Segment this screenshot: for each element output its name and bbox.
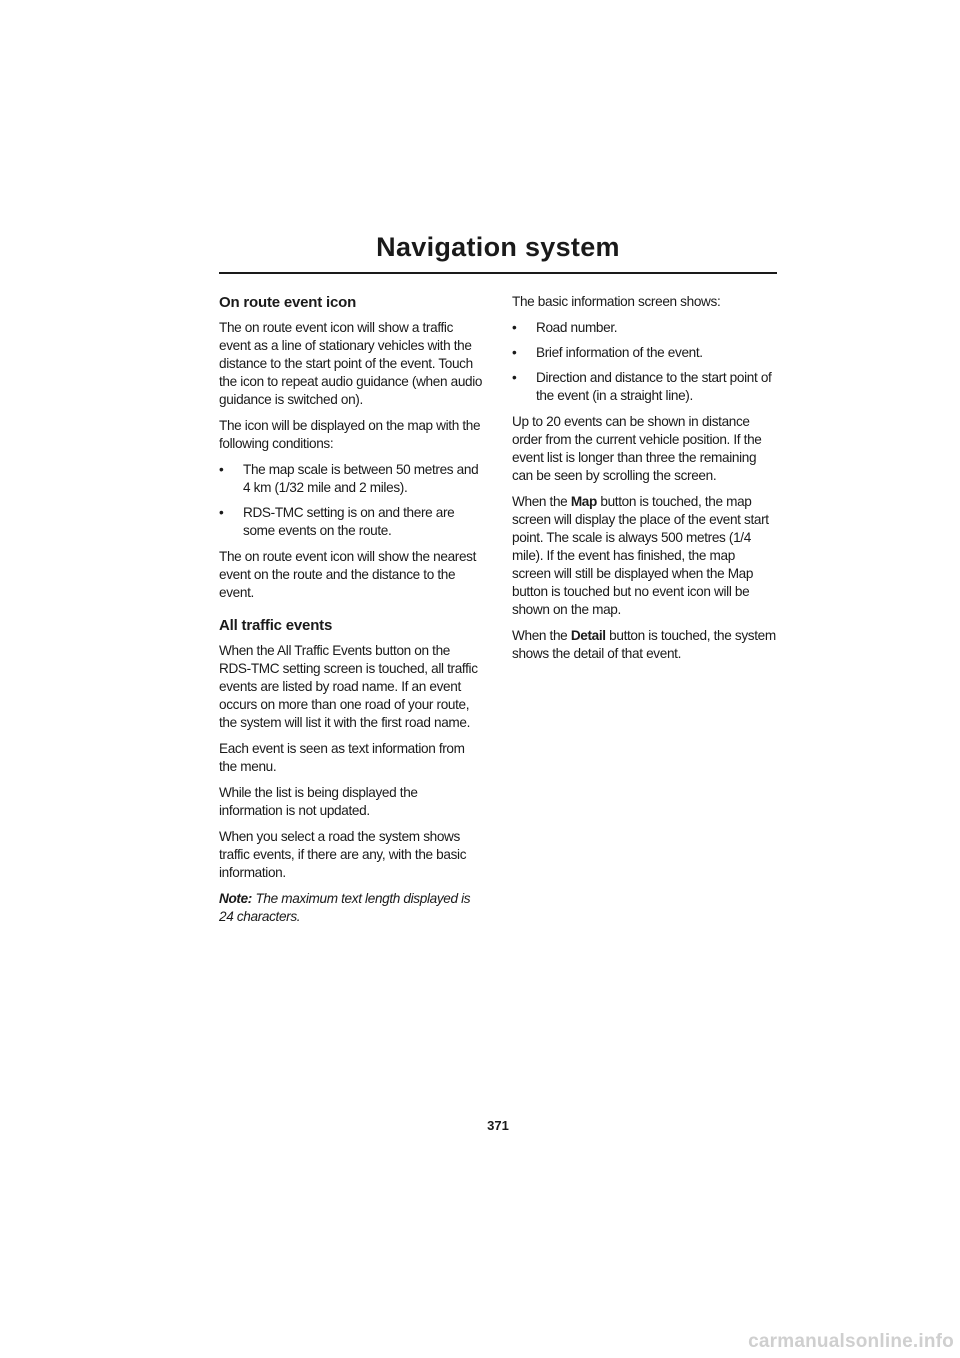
map-button-reference: Map bbox=[570, 494, 597, 509]
section-heading-all-traffic-events: All traffic events bbox=[219, 617, 333, 634]
paragraph: The icon will be displayed on the map with the following conditions: bbox=[219, 418, 481, 451]
list-item: • Road number. bbox=[512, 319, 777, 337]
paragraph bbox=[512, 627, 777, 663]
paragraph bbox=[512, 493, 777, 619]
paragraph: While the list is being displayed the information is not updated. bbox=[219, 785, 418, 818]
bullet-list bbox=[512, 319, 777, 405]
text-run: button is touched, the system shows the detail of that event. bbox=[512, 628, 776, 661]
text-run: When the bbox=[512, 494, 571, 509]
text-run: When the bbox=[512, 628, 571, 643]
list-item: • The map scale is between 50 metres and 4 km (1/32 mile and 2 miles). bbox=[219, 461, 484, 497]
text-run: button is touched, the map screen will display the place of the event start point. The scale is always 500 metres (1/4 mile). If the event has finished, the map screen will still be displayed when the Map button is touched but no event icon will be shown on the map. bbox=[512, 494, 769, 617]
paragraph: The basic information screen shows: bbox=[512, 294, 721, 309]
list-item: • Brief information of the event. bbox=[512, 344, 777, 362]
right-column bbox=[512, 293, 777, 671]
title-divider bbox=[219, 272, 777, 274]
paragraph: When you select a road the system shows traffic events, if there are any, with the basic information. bbox=[219, 829, 467, 880]
paragraph: The on route event icon will show a traffic event as a line of stationary vehicles with the distance to the start point of the event. Touch the icon to repeat audio guidance (when audio guidance is switched on). bbox=[219, 320, 483, 407]
paragraph: Up to 20 events can be shown in distance order from the current vehicle position. If the event list is longer than three the remaining can be seen by scrolling the screen. bbox=[512, 414, 762, 483]
section-heading-on-route-event-icon: On route event icon bbox=[219, 294, 357, 311]
note-label: Note: bbox=[219, 891, 252, 906]
page-title: Navigation system bbox=[376, 232, 620, 262]
list-item: • Direction and distance to the start point of the event (in a straight line). bbox=[512, 369, 777, 405]
paragraph: The on route event icon will show the nearest event on the route and the distance to the event. bbox=[219, 549, 477, 600]
paragraph: When the All Traffic Events button on the RDS-TMC setting screen is touched, all traffic events are listed by road name. If an event occurs on more than one road of your route, the system will list it with the first road name. bbox=[219, 643, 478, 730]
detail-button-reference: Detail bbox=[570, 628, 606, 643]
note bbox=[219, 890, 484, 926]
note-text: The maximum text length displayed is 24 characters. bbox=[219, 891, 471, 924]
left-column bbox=[219, 293, 484, 934]
list-item: • RDS-TMC setting is on and there are some events on the route. bbox=[219, 504, 484, 540]
page-number: 371 bbox=[487, 1118, 509, 1133]
bullet-list bbox=[219, 461, 484, 540]
watermark: carmanualsonline.info bbox=[748, 1331, 954, 1352]
paragraph: Each event is seen as text information from the menu. bbox=[219, 741, 465, 774]
